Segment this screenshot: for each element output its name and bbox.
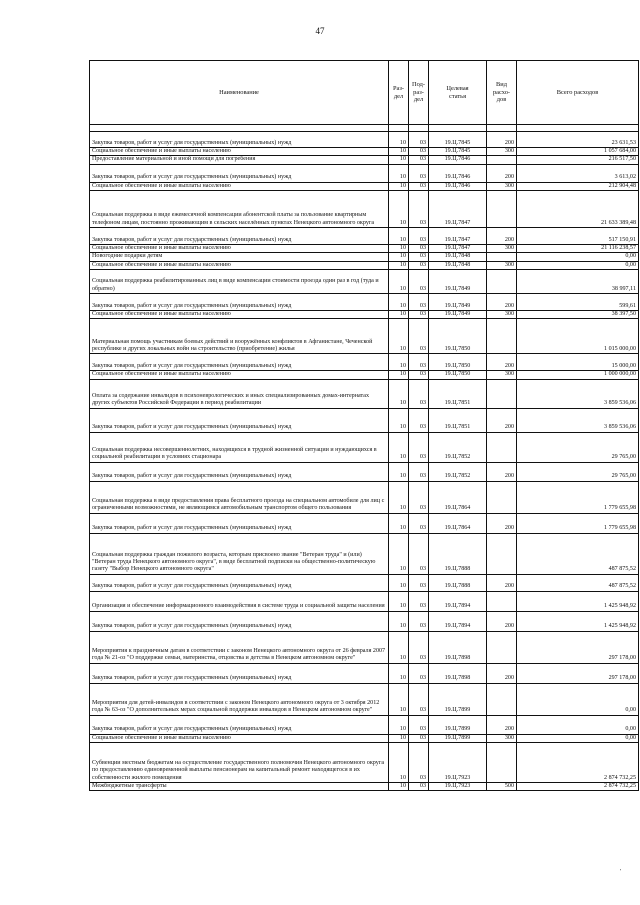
cell-total: 2 874 732,25	[517, 742, 639, 782]
cell-razdel: 10	[389, 132, 409, 148]
cell-podrazdel: 03	[409, 354, 429, 371]
cell-vid: 200	[487, 663, 517, 683]
cell-podrazdel: 03	[409, 742, 429, 782]
cell-vid: 200	[487, 408, 517, 432]
cell-total: 297 178,00	[517, 631, 639, 663]
cell-vid	[487, 156, 517, 164]
cell-vid: 300	[487, 310, 517, 318]
table-row	[90, 591, 639, 611]
cell-podrazdel: 03	[409, 663, 429, 683]
cell-name: Новогодние подарки детям	[90, 253, 389, 261]
cell-podrazdel: 03	[409, 782, 429, 790]
cell-target: 19.Ц.7846	[429, 156, 487, 164]
cell-name: Межбюджетные трансферты	[90, 782, 389, 790]
table-row	[90, 734, 639, 742]
cell-total: 29 765,00	[517, 462, 639, 481]
table-row	[90, 156, 639, 164]
table-body	[90, 125, 639, 791]
cell-target: 19.Ц.7849	[429, 310, 487, 318]
cell-razdel: 10	[389, 462, 409, 481]
cell-podrazdel: 03	[409, 164, 429, 182]
cell-vid	[487, 481, 517, 513]
cell-target: 19.Ц.7899	[429, 715, 487, 734]
col-header-vid: Вид расхо- дов	[487, 61, 517, 125]
table-row	[90, 269, 639, 293]
header-spacer-row	[90, 125, 639, 132]
cell-podrazdel: 03	[409, 227, 429, 244]
cell-target: 19.Ц.7850	[429, 371, 487, 379]
table-row	[90, 742, 639, 782]
cell-total: 3 613,02	[517, 164, 639, 182]
table-row	[90, 148, 639, 156]
cell-total: 1 779 655,98	[517, 513, 639, 533]
cell-total: 38 397,50	[517, 310, 639, 318]
cell-total: 1 015 000,00	[517, 319, 639, 354]
cell-vid	[487, 190, 517, 227]
table-row	[90, 190, 639, 227]
cell-razdel: 10	[389, 663, 409, 683]
cell-target: 19.Ц.7847	[429, 227, 487, 244]
cell-razdel: 10	[389, 742, 409, 782]
cell-razdel: 10	[389, 432, 409, 462]
cell-vid: 200	[487, 293, 517, 310]
table-row	[90, 379, 639, 408]
cell-podrazdel: 03	[409, 244, 429, 252]
cell-total: 487 875,52	[517, 533, 639, 574]
cell-razdel: 10	[389, 683, 409, 715]
cell-total: 297 178,00	[517, 663, 639, 683]
cell-vid: 200	[487, 227, 517, 244]
cell-target: 19.Ц.7847	[429, 190, 487, 227]
cell-podrazdel: 03	[409, 379, 429, 408]
cell-name: Социальное обеспечение и иные выплаты населению	[90, 310, 389, 318]
cell-vid: 200	[487, 715, 517, 734]
spacer-cell	[389, 125, 409, 132]
table-row	[90, 408, 639, 432]
cell-vid: 200	[487, 462, 517, 481]
cell-target: 19.Ц.7845	[429, 148, 487, 156]
cell-name: Социальная поддержка несовершеннолетних, находящихся в трудной жизненной ситуации и нуждающихся в социальной реабилитации в условиях стационара	[90, 432, 389, 462]
cell-podrazdel: 03	[409, 574, 429, 591]
cell-target: 19.Ц.7923	[429, 782, 487, 790]
cell-total: 0,00	[517, 261, 639, 269]
table-row	[90, 253, 639, 261]
table-row	[90, 574, 639, 591]
cell-razdel: 10	[389, 261, 409, 269]
table-row	[90, 261, 639, 269]
cell-podrazdel: 03	[409, 462, 429, 481]
cell-vid: 300	[487, 261, 517, 269]
col-header-target: Целевая статья	[429, 61, 487, 125]
cell-podrazdel: 03	[409, 293, 429, 310]
cell-vid: 200	[487, 574, 517, 591]
spacer-cell	[517, 125, 639, 132]
cell-name: Мероприятия для детей-инвалидов в соответствии с законом Ненецкого автономного округа от 3 октября 2012 года № 63-оз "О дополнительных мерах социальной поддержки инвалидов в Ненецком автономном округе"	[90, 683, 389, 715]
cell-target: 19.Ц.7851	[429, 379, 487, 408]
cell-podrazdel: 03	[409, 481, 429, 513]
cell-name: Материальная помощь участникам боевых действий и вооружённых конфликтов в Афганистане, Чеченской республике и других локальных войн на строительство (приобретение) жилья	[90, 319, 389, 354]
spacer-cell	[429, 125, 487, 132]
cell-total: 0,00	[517, 715, 639, 734]
cell-name: Социальная поддержка в виде ежемесячной компенсации абонентской платы за пользование квартирным телефоном лицам, постоянно проживающим в сельских населённых пунктах Ненецкого автономного округа	[90, 190, 389, 227]
col-header-total: Всего расходов	[517, 61, 639, 125]
cell-vid	[487, 742, 517, 782]
cell-name: Предоставление материальной и иной помощи для погребения	[90, 156, 389, 164]
cell-target: 19.Ц.7845	[429, 132, 487, 148]
cell-razdel: 10	[389, 533, 409, 574]
cell-name: Закупка товаров, работ и услуг для государственных (муниципальных) нужд	[90, 574, 389, 591]
spacer-cell	[90, 125, 389, 132]
cell-target: 19.Ц.7848	[429, 261, 487, 269]
cell-razdel: 10	[389, 244, 409, 252]
cell-razdel: 10	[389, 227, 409, 244]
cell-name: Закупка товаров, работ и услуг для государственных (муниципальных) нужд	[90, 663, 389, 683]
table-row	[90, 683, 639, 715]
cell-razdel: 10	[389, 371, 409, 379]
cell-total: 3 859 536,06	[517, 408, 639, 432]
cell-target: 19.Ц.7847	[429, 244, 487, 252]
cell-razdel: 10	[389, 310, 409, 318]
cell-podrazdel: 03	[409, 269, 429, 293]
cell-name: Социальная поддержка в виде предоставления права бесплатного проезда на специальном автомобиле для лиц с ограниченными возможностями, не являющимся автомобильным транспортом общего пользования	[90, 481, 389, 513]
cell-total: 15 000,00	[517, 354, 639, 371]
cell-total: 3 859 536,06	[517, 379, 639, 408]
cell-podrazdel: 03	[409, 190, 429, 227]
cell-razdel: 10	[389, 481, 409, 513]
cell-razdel: 10	[389, 182, 409, 190]
cell-razdel: 10	[389, 293, 409, 310]
cell-name: Закупка товаров, работ и услуг для государственных (муниципальных) нужд	[90, 354, 389, 371]
page-number: 47	[315, 26, 325, 36]
table-row	[90, 164, 639, 182]
cell-razdel: 10	[389, 148, 409, 156]
cell-vid: 200	[487, 611, 517, 631]
cell-target: 19.Ц.7848	[429, 253, 487, 261]
cell-podrazdel: 03	[409, 631, 429, 663]
cell-podrazdel: 03	[409, 715, 429, 734]
cell-name: Социальное обеспечение и иные выплаты населению	[90, 244, 389, 252]
cell-vid	[487, 631, 517, 663]
cell-name: Социальное обеспечение и иные выплаты населению	[90, 261, 389, 269]
cell-vid: 300	[487, 182, 517, 190]
cell-name: Социальная поддержка граждан пожилого возраста, которым присвоено звание "Ветеран труда" и (или) "Ветеран труда Ненецкого автономного округа", в виде бесплатной подписки на общественно-политическую газету "Выбор Ненецкого автономного округа"	[90, 533, 389, 574]
cell-target: 19.Ц.7846	[429, 164, 487, 182]
cell-name: Социальное обеспечение и иные выплаты населению	[90, 734, 389, 742]
cell-razdel: 10	[389, 156, 409, 164]
cell-total: 1 425 948,92	[517, 591, 639, 611]
cell-name: Организация и обеспечение информационного взаимодействия в системе труда и социальной защиты населения	[90, 591, 389, 611]
cell-target: 19.Ц.7852	[429, 462, 487, 481]
cell-name: Закупка товаров, работ и услуг для государственных (муниципальных) нужд	[90, 513, 389, 533]
cell-podrazdel: 03	[409, 319, 429, 354]
cell-target: 19.Ц.7864	[429, 513, 487, 533]
cell-podrazdel: 03	[409, 156, 429, 164]
table-row	[90, 371, 639, 379]
table-row	[90, 782, 639, 790]
cell-vid	[487, 379, 517, 408]
cell-razdel: 10	[389, 164, 409, 182]
cell-total: 38 997,11	[517, 269, 639, 293]
cell-razdel: 10	[389, 319, 409, 354]
cell-total: 599,61	[517, 293, 639, 310]
cell-razdel: 10	[389, 782, 409, 790]
cell-razdel: 10	[389, 715, 409, 734]
cell-razdel: 10	[389, 269, 409, 293]
cell-target: 19.Ц.7888	[429, 533, 487, 574]
cell-vid	[487, 533, 517, 574]
table-row	[90, 293, 639, 310]
cell-razdel: 10	[389, 631, 409, 663]
cell-vid: 200	[487, 354, 517, 371]
cell-podrazdel: 03	[409, 132, 429, 148]
table-row	[90, 611, 639, 631]
cell-name: Закупка товаров, работ и услуг для государственных (муниципальных) нужд	[90, 715, 389, 734]
cell-vid: 200	[487, 513, 517, 533]
cell-vid	[487, 319, 517, 354]
col-header-razdel: Раз- дел	[389, 61, 409, 125]
cell-name: Закупка товаров, работ и услуг для государственных (муниципальных) нужд	[90, 132, 389, 148]
cell-total: 216 517,50	[517, 156, 639, 164]
cell-razdel: 10	[389, 734, 409, 742]
cell-razdel: 10	[389, 611, 409, 631]
table-header	[90, 61, 639, 125]
table-row	[90, 715, 639, 734]
budget-table	[89, 60, 639, 791]
table-row	[90, 513, 639, 533]
cell-name: Закупка товаров, работ и услуг для государственных (муниципальных) нужд	[90, 408, 389, 432]
cell-target: 19.Ц.7852	[429, 432, 487, 462]
cell-vid	[487, 269, 517, 293]
table-row	[90, 319, 639, 354]
cell-total: 517 150,91	[517, 227, 639, 244]
cell-target: 19.Ц.7849	[429, 269, 487, 293]
cell-total: 0,00	[517, 734, 639, 742]
table-row	[90, 354, 639, 371]
cell-total: 0,00	[517, 253, 639, 261]
table-row	[90, 182, 639, 190]
cell-vid	[487, 591, 517, 611]
cell-total: 23 631,53	[517, 132, 639, 148]
cell-vid: 500	[487, 782, 517, 790]
cell-name: Оплата за содержание инвалидов в психоневрологических и иных специализированных домах-интернатах других субъектов Российской Федерации в период реабилитации	[90, 379, 389, 408]
cell-podrazdel: 03	[409, 734, 429, 742]
table-row	[90, 132, 639, 148]
cell-target: 19.Ц.7898	[429, 631, 487, 663]
cell-razdel: 10	[389, 190, 409, 227]
cell-target: 19.Ц.7899	[429, 683, 487, 715]
cell-name: Социальное обеспечение и иные выплаты населению	[90, 371, 389, 379]
cell-name: Закупка товаров, работ и услуг для государственных (муниципальных) нужд	[90, 164, 389, 182]
cell-vid: 200	[487, 132, 517, 148]
cell-podrazdel: 03	[409, 533, 429, 574]
table-row	[90, 663, 639, 683]
cell-name: Социальное обеспечение и иные выплаты населению	[90, 182, 389, 190]
cell-vid	[487, 432, 517, 462]
cell-vid: 300	[487, 371, 517, 379]
cell-podrazdel: 03	[409, 253, 429, 261]
cell-target: 19.Ц.7923	[429, 742, 487, 782]
spacer-cell	[487, 125, 517, 132]
cell-razdel: 10	[389, 591, 409, 611]
cell-podrazdel: 03	[409, 371, 429, 379]
cell-target: 19.Ц.7888	[429, 574, 487, 591]
cell-total: 2 874 732,25	[517, 782, 639, 790]
cell-name: Социальная поддержка реабилитированных лиц в виде компенсации стоимости проезда один раз в год (туда и обратно)	[90, 269, 389, 293]
cell-name: Закупка товаров, работ и услуг для государственных (муниципальных) нужд	[90, 293, 389, 310]
table-row	[90, 227, 639, 244]
cell-target: 19.Ц.7850	[429, 354, 487, 371]
table-row	[90, 481, 639, 513]
cell-vid: 200	[487, 164, 517, 182]
cell-total: 1 779 655,98	[517, 481, 639, 513]
cell-target: 19.Ц.7850	[429, 319, 487, 354]
cell-razdel: 10	[389, 354, 409, 371]
cell-total: 487 875,52	[517, 574, 639, 591]
cell-total: 0,00	[517, 683, 639, 715]
col-header-podrazdel: Под- раз- дел	[409, 61, 429, 125]
cell-name: Субвенции местным бюджетам на осуществление государственного полномочия Ненецкого автономного округа по предоставлению единовременной выплаты пенсионерам на капитальный ремонт находящегося в их собственности жилого помещения	[90, 742, 389, 782]
cell-name: Закупка товаров, работ и услуг для государственных (муниципальных) нужд	[90, 227, 389, 244]
cell-podrazdel: 03	[409, 432, 429, 462]
cell-name: Социальное обеспечение и иные выплаты населению	[90, 148, 389, 156]
cell-target: 19.Ц.7894	[429, 591, 487, 611]
table-row	[90, 462, 639, 481]
cell-vid: 300	[487, 148, 517, 156]
cell-target: 19.Ц.7851	[429, 408, 487, 432]
cell-total: 21 633 389,48	[517, 190, 639, 227]
table-row	[90, 432, 639, 462]
cell-razdel: 10	[389, 513, 409, 533]
col-header-name: Наименование	[90, 61, 389, 125]
cell-total: 1 057 684,00	[517, 148, 639, 156]
cell-podrazdel: 03	[409, 408, 429, 432]
cell-podrazdel: 03	[409, 611, 429, 631]
cell-name: Закупка товаров, работ и услуг для государственных (муниципальных) нужд	[90, 462, 389, 481]
table-row	[90, 631, 639, 663]
cell-name: Закупка товаров, работ и услуг для государственных (муниципальных) нужд	[90, 611, 389, 631]
cell-total: 21 116 238,57	[517, 244, 639, 252]
cell-total: 1 000 000,00	[517, 371, 639, 379]
cell-target: 19.Ц.7899	[429, 734, 487, 742]
cell-podrazdel: 03	[409, 148, 429, 156]
cell-razdel: 10	[389, 574, 409, 591]
cell-razdel: 10	[389, 253, 409, 261]
table-row	[90, 310, 639, 318]
cell-podrazdel: 03	[409, 310, 429, 318]
cell-target: 19.Ц.7894	[429, 611, 487, 631]
cell-target: 19.Ц.7898	[429, 663, 487, 683]
cell-total: 29 765,00	[517, 432, 639, 462]
cell-vid: 300	[487, 244, 517, 252]
table-row	[90, 533, 639, 574]
cell-podrazdel: 03	[409, 591, 429, 611]
cell-vid	[487, 253, 517, 261]
cell-podrazdel: 03	[409, 513, 429, 533]
cell-podrazdel: 03	[409, 182, 429, 190]
cell-target: 19.Ц.7864	[429, 481, 487, 513]
cell-podrazdel: 03	[409, 683, 429, 715]
table-row	[90, 244, 639, 252]
corner-mark: '	[620, 869, 622, 875]
cell-vid	[487, 683, 517, 715]
cell-podrazdel: 03	[409, 261, 429, 269]
cell-total: 212 904,48	[517, 182, 639, 190]
cell-name: Мероприятия к праздничным датам в соответствии с законом Ненецкого автономного округа от 26 февраля 2007 года № 21-оз "О поддержке семьи, материнства, отцовства и детства в Ненецком автономном округе"	[90, 631, 389, 663]
cell-vid: 300	[487, 734, 517, 742]
cell-total: 1 425 948,92	[517, 611, 639, 631]
cell-razdel: 10	[389, 408, 409, 432]
spacer-cell	[409, 125, 429, 132]
cell-target: 19.Ц.7846	[429, 182, 487, 190]
cell-razdel: 10	[389, 379, 409, 408]
cell-target: 19.Ц.7849	[429, 293, 487, 310]
